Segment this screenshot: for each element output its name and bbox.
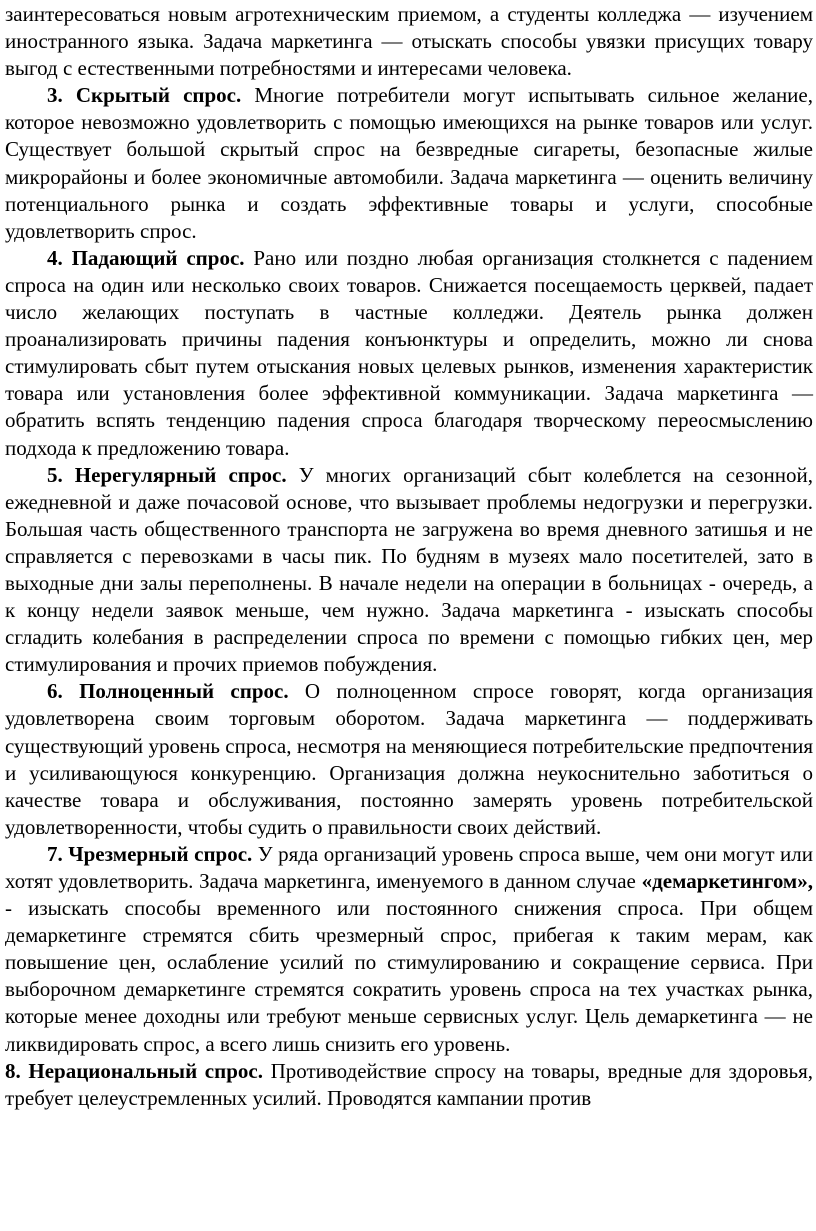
paragraph-text: заинтересоваться новым агротехническим приемом, а студенты колледжа — изучением иностранного языка. Задача маркетинга — отыскать способы увязки присущих товару выгод с естественными потребностями и интересами человека. [5,2,813,81]
paragraph-irrational-demand [5,1058,813,1112]
demarketing-term: «демаркетингом», [641,869,813,893]
paragraph-heading: 7. Чрезмерный спрос. [47,841,253,866]
paragraph-full-demand [5,678,813,841]
paragraph-heading: 6. Полноценный спрос. [47,679,289,704]
paragraph-text: О полноценном спросе говорят, когда организация удовлетворена своим торговым оборотом. Задача маркетинга — поддерживать существующий уровень спроса, несмотря на меняющиеся потребительские предпочтения и усиливающуюся конкуренцию. Организация должна неукоснительно заботиться о качестве товара и обслуживания, постоянно замерять уровень потребительской удовлетворенности, чтобы судить о правильности своих действий. [5,679,813,839]
paragraph-text: Многие потребители могут испытывать сильное желание, которое невозможно удовлетворить с помощью имеющихся на рынке товаров или услуг. Существует большой скрытый спрос на безвредные сигареты, безопасные жилые микрорайоны и более экономичные автомобили. Задача маркетинга — оценить величину потенциального рынка и создать эффективные товары и услуги, способные удовлетворить спрос. [5,83,813,243]
paragraph-text: У многих организаций сбыт колеблется на сезонной, ежедневной и даже почасовой основе, что вызывает проблемы недогрузки и перегрузки. Большая часть общественного транспорта не загружена во время дневного затишья и не справляется с перевозками в часы пик. По будням в музеях мало посетителей, зато в выходные дни залы переполнены. В начале недели на операции в больницах - очередь, а к концу недели заявок меньше, чем нужно. Задача маркетинга - изыскать способы сгладить колебания в распределении спроса по времени с помощью гибких цен, мер стимулирования и прочих приемов побуждения. [5,462,813,677]
paragraph-heading: 5. Нерегулярный спрос. [47,462,287,487]
paragraph-irregular-demand [5,462,813,679]
paragraph-continuation [5,1,813,82]
paragraph-text: - изыскать способы временного или постоянного снижения спроса. При общем демаркетинге стремятся сбить чрезмерный спрос, прибегая к таким мерам, как повышение цен, ослабление усилий по стимулированию и сокращение сервиса. При выборочном демаркетинге стремятся сократить уровень спроса на тех участках рынка, которые менее доходны или требуют меньше сервисных услуг. Цель демаркетинга — не ликвидировать спрос, а всего лишь снизить его уровень. [5,896,813,1056]
paragraph-heading: 4. Падающий спрос. [47,245,245,270]
paragraph-excessive-demand [5,841,813,1058]
paragraph-text: Противодействие спросу на товары, вредные для здоровья, требует целеустремленных усилий. Проводятся кампании против [5,1058,813,1110]
paragraph-heading: 8. Нерациональный спрос. [5,1058,263,1083]
paragraph-heading: 3. Скрытый спрос. [47,83,242,108]
paragraph-falling-demand [5,245,813,462]
paragraph-latent-demand [5,82,813,245]
paragraph-text: Рано или поздно любая организация столкнется с падением спроса на один или несколько своих товаров. Снижается посещаемость церквей, падает число желающих поступать в частные колледжи. Деятель рынка должен проанализировать причины падения конъюнктуры и определить, можно ли снова стимулировать сбыт путем отыскания новых целевых рынков, изменения характеристик товара или установления более эффективной коммуникации. Задача маркетинга — обратить вспять тенденцию падения спроса благодаря творческому переосмыслению подхода к предложению товара. [5,245,813,460]
paragraph-text: У ряда организаций уровень спроса выше, чем они могут или хотят удовлетворить. Задача маркетинга, именуемого в данном случае [5,841,813,893]
